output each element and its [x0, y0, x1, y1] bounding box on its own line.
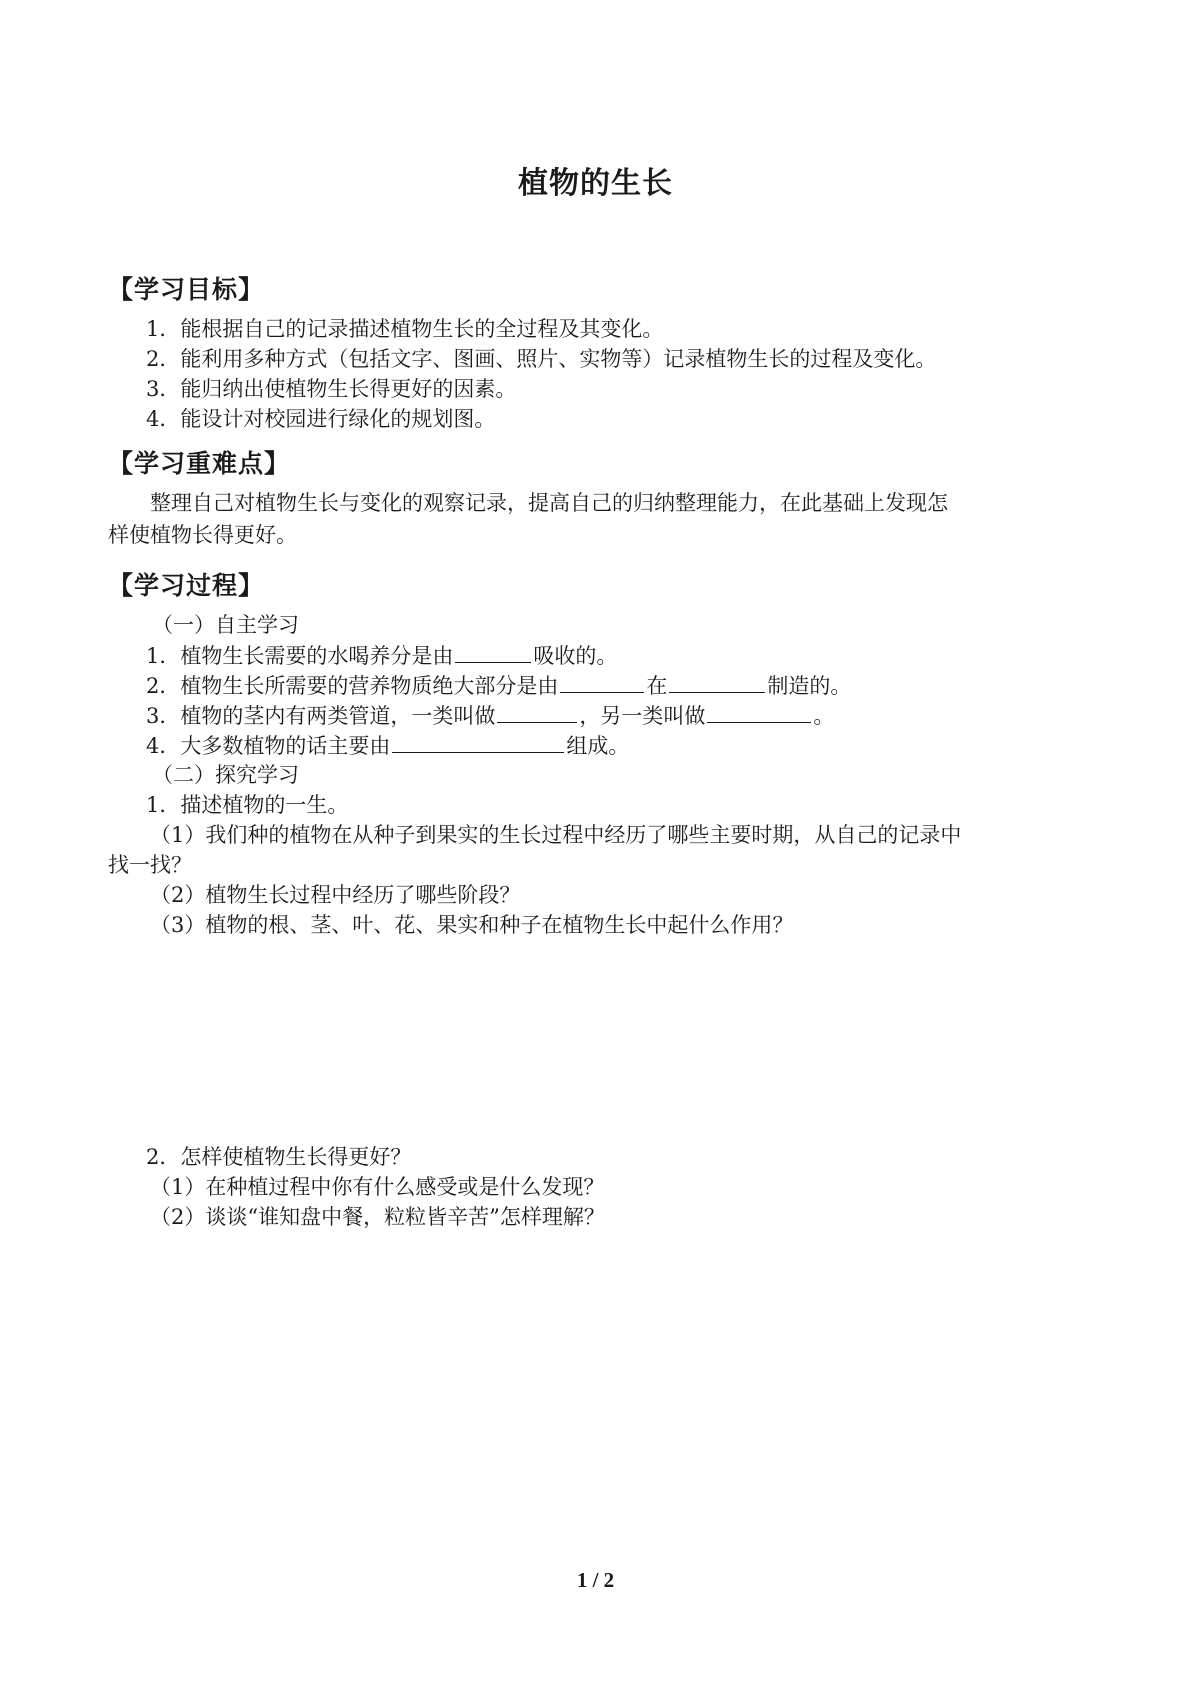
part1-label: （一）自主学习	[152, 613, 299, 637]
inquiry-item-1-q2: （2）植物生长过程中经历了哪些阶段？	[150, 883, 521, 907]
keypoints-text-line-2: 样使植物长得更好。	[108, 523, 297, 547]
heading-process: 【学习过程】	[108, 571, 265, 600]
objective-item-4: 4．能设计对校园进行绿化的规划图。	[146, 407, 496, 431]
answer-blank-3b[interactable]	[707, 702, 811, 723]
question-2-text-a: 2．植物生长所需要的营养物质绝大部分是由	[146, 674, 559, 698]
question-1	[146, 642, 617, 669]
objective-item-2: 2．能利用多种方式（包括文字、图画、照片、实物等）记录植物生长的过程及变化。	[146, 347, 937, 371]
objective-item-1: 1．能根据自己的记录描述植物生长的全过程及其变化。	[146, 317, 664, 341]
question-4-text-b: 组成。	[566, 734, 630, 758]
inquiry-item-1-q3: （3）植物的根、茎、叶、花、果实和种子在植物生长中起什么作用？	[150, 913, 794, 937]
question-1-text-a: 1．植物生长需要的水喝养分是由	[146, 644, 454, 668]
page-number: 1 / 2	[576, 1568, 615, 1592]
question-4	[146, 732, 629, 759]
heading-keypoints: 【学习重难点】	[108, 449, 291, 478]
question-3-text-a: 3．植物的茎内有两类管道，一类叫做	[146, 704, 496, 728]
inquiry-item-1-q1-line-2: 找一找？	[108, 853, 192, 877]
question-3-text-c: 。	[813, 704, 835, 728]
answer-blank-4[interactable]	[392, 732, 564, 753]
inquiry-item-1: 1．描述植物的一生。	[146, 793, 349, 817]
question-4-text-a: 4．大多数植物的话主要由	[146, 734, 391, 758]
inquiry-item-2-q2: （2）谈谈“谁知盘中餐，粒粒皆辛苦”怎样理解？	[150, 1205, 605, 1229]
page-title: 植物的生长	[518, 166, 673, 201]
answer-blank-2b[interactable]	[669, 672, 765, 693]
inquiry-item-2-q1: （1）在种植过程中你有什么感受或是什么发现？	[150, 1175, 605, 1199]
keypoints-text-line-1: 整理自己对植物生长与变化的观察记录，提高自己的归纳整理能力，在此基础上发现怎	[150, 491, 948, 515]
heading-objectives: 【学习目标】	[108, 275, 265, 304]
answer-blank-3a[interactable]	[497, 702, 577, 723]
question-2	[146, 672, 851, 699]
objective-item-3: 3．能归纳出使植物生长得更好的因素。	[146, 377, 517, 401]
question-1-text-b: 吸收的。	[533, 644, 618, 668]
part2-label: （二）探究学习	[152, 763, 299, 787]
question-3-text-b: ，另一类叫做	[579, 704, 706, 728]
inquiry-item-2: 2．怎样使植物生长得更好？	[146, 1145, 412, 1169]
question-2-text-b: 在	[646, 674, 668, 698]
answer-blank-2a[interactable]	[560, 672, 644, 693]
question-2-text-c: 制造的。	[767, 674, 852, 698]
inquiry-item-1-q1-line-1: （1）我们种的植物在从种子到果实的生长过程中经历了哪些主要时期，从自己的记录中	[150, 823, 962, 847]
answer-blank-1[interactable]	[455, 642, 531, 663]
question-3	[146, 702, 834, 729]
